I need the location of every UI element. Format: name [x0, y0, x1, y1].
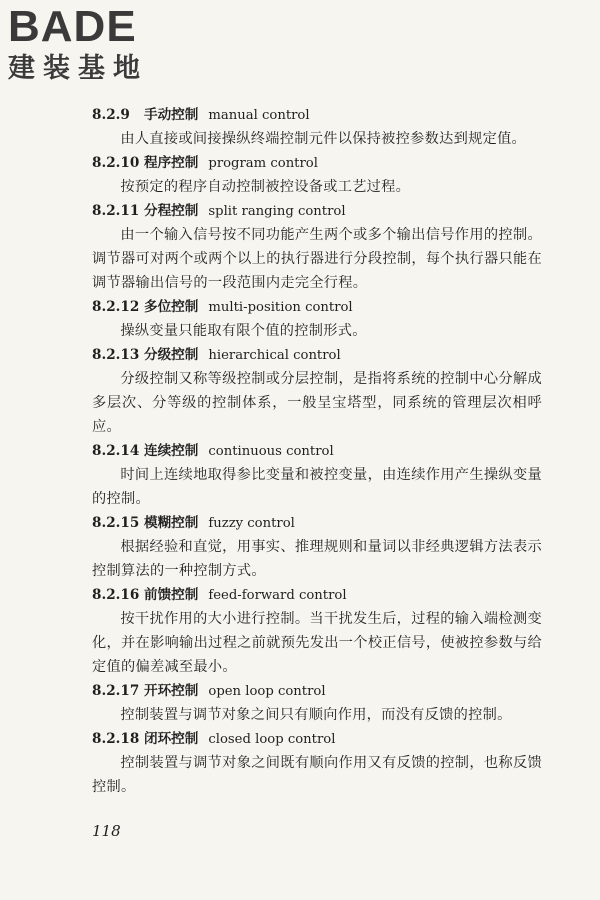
entry-8-2-9: [92, 103, 542, 151]
term-english: open loop control: [208, 684, 326, 699]
term-chinese: 多位控制: [144, 299, 199, 315]
logo-wordmark: BADE: [8, 2, 137, 51]
entry-definition: 时间上连续地取得参比变量和被控变量，由连续作用产生操纵变量的控制。: [92, 467, 542, 507]
entry-8-2-15: [92, 511, 542, 583]
entry-definition: 控制装置与调节对象之间只有顺向作用，而没有反馈的控制。: [120, 707, 512, 723]
term-english: split ranging control: [208, 204, 346, 219]
glossary-content: [92, 103, 542, 799]
term-english: manual control: [208, 108, 310, 123]
entry-heading: [92, 151, 542, 175]
term-english: fuzzy control: [208, 516, 295, 531]
entry-8-2-13: [92, 343, 542, 439]
term-chinese: 分程控制: [144, 203, 199, 219]
term-chinese: 连续控制: [144, 443, 199, 459]
logo-subtitle: 建装基地: [8, 53, 148, 84]
entry-8-2-10: [92, 151, 542, 199]
entry-number: 8.2.16: [92, 587, 140, 603]
entry-number: 8.2.11: [92, 203, 140, 219]
entry-8-2-18: [92, 727, 542, 799]
entry-heading: [92, 511, 542, 535]
entry-definition: 操纵变量只能取有限个值的控制形式。: [120, 323, 367, 339]
entry-heading: [92, 679, 542, 703]
term-english: multi-position control: [208, 300, 353, 315]
entry-definition: 分级控制又称等级控制或分层控制，是指将系统的控制中心分解成多层次、分等级的控制体系，一般呈宝塔型，同系统的管理层次相呼应。: [92, 371, 542, 435]
page-number: 118: [92, 822, 121, 840]
entry-definition: 控制装置与调节对象之间既有顺向作用又有反馈的控制，也称反馈控制。: [92, 755, 542, 795]
entry-number: 8.2.13: [92, 347, 140, 363]
term-english: closed loop control: [208, 732, 336, 747]
bade-logo: [8, 4, 178, 88]
term-chinese: 手动控制: [144, 107, 199, 123]
entry-definition: 按预定的程序自动控制被控设备或工艺过程。: [120, 179, 411, 195]
entry-heading: [92, 583, 542, 607]
entry-heading: [92, 295, 542, 319]
term-chinese: 前馈控制: [144, 587, 199, 603]
entry-heading: [92, 103, 542, 127]
entry-8-2-12: [92, 295, 542, 343]
entry-number: 8.2.10: [92, 155, 140, 171]
term-english: feed-forward control: [208, 588, 347, 603]
entry-number: 8.2.17: [92, 683, 140, 699]
entry-definition: 由人直接或间接操纵终端控制元件以保持被控参数达到规定值。: [120, 131, 527, 147]
term-chinese: 模糊控制: [144, 515, 199, 531]
term-chinese: 程序控制: [144, 155, 199, 171]
entry-number: 8.2.12: [92, 299, 140, 315]
entry-number: 8.2.15: [92, 515, 140, 531]
term-chinese: 闭环控制: [144, 731, 199, 747]
term-english: hierarchical control: [208, 348, 341, 363]
entry-heading: [92, 343, 542, 367]
term-english: continuous control: [208, 444, 334, 459]
entry-8-2-16: [92, 583, 542, 679]
entry-8-2-11: [92, 199, 542, 295]
entry-heading: [92, 727, 542, 751]
entry-definition: 根据经验和直觉，用事实、推理规则和量词以非经典逻辑方法表示控制算法的一种控制方式。: [92, 539, 542, 579]
entry-definition: 由一个输入信号按不同功能产生两个或多个输出信号作用的控制。调节器可对两个或两个以上的执行器进行分段控制，每个执行器只能在调节器输出信号的一段范围内走完全行程。: [92, 227, 542, 291]
term-chinese: 分级控制: [144, 347, 199, 363]
entry-8-2-17: [92, 679, 542, 727]
entry-heading: [92, 199, 542, 223]
term-chinese: 开环控制: [144, 683, 199, 699]
entry-number: 8.2.18: [92, 731, 140, 747]
entry-definition: 按干扰作用的大小进行控制。当干扰发生后，过程的输入端检测变化，并在影响输出过程之前就预先发出一个校正信号，使被控参数与给定值的偏差减至最小。: [92, 611, 542, 675]
entry-number: 8.2.9: [92, 107, 130, 123]
entry-8-2-14: [92, 439, 542, 511]
term-english: program control: [208, 156, 318, 171]
entry-heading: [92, 439, 542, 463]
entry-number: 8.2.14: [92, 443, 140, 459]
